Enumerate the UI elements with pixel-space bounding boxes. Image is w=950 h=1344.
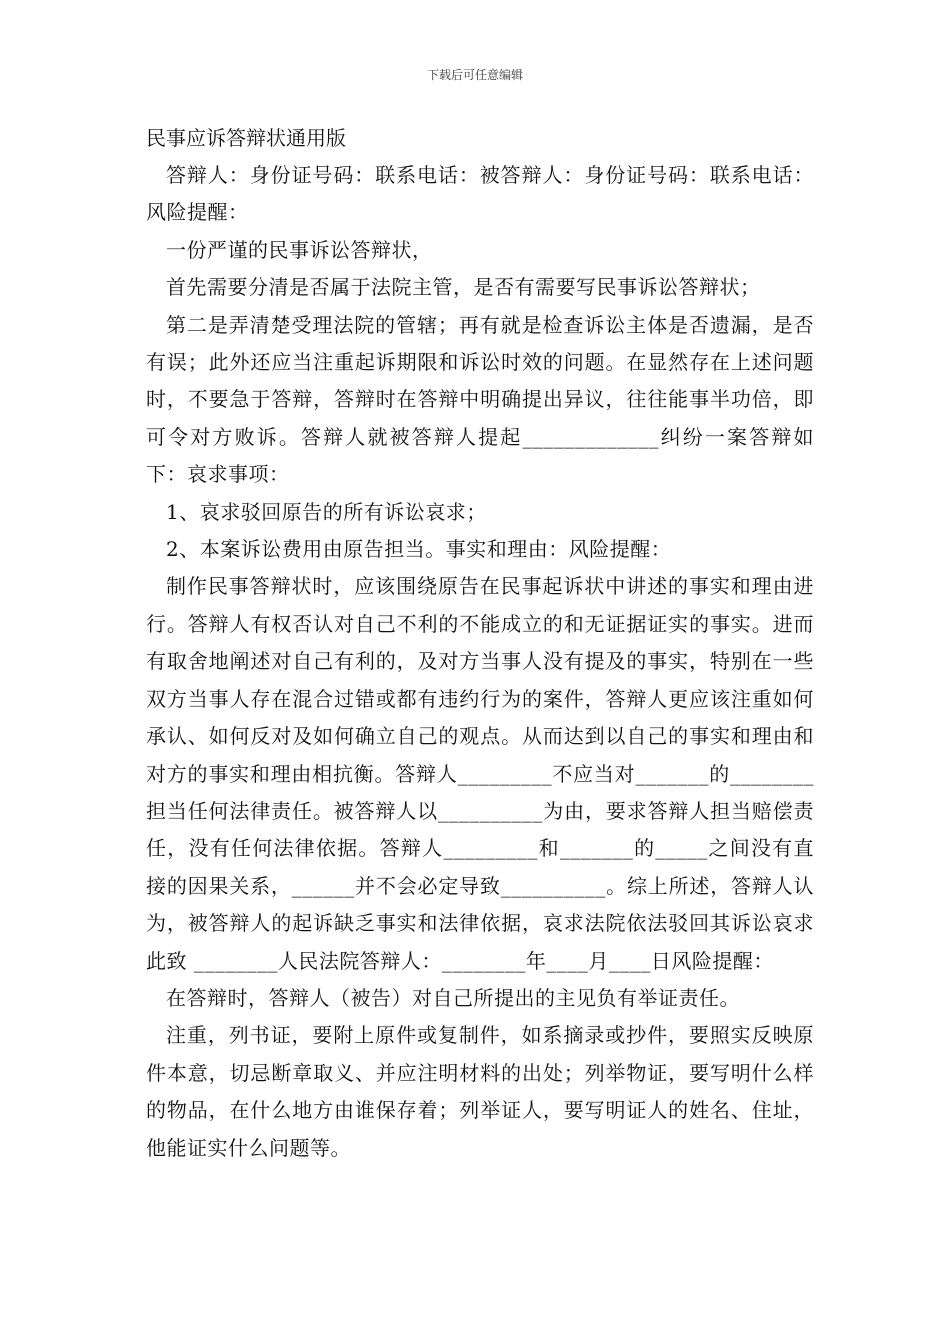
paragraph-evidence-notes: 注重，列书证，要附上原件或复制件，如系摘录或抄件，要照实反映原件本意，切忌断章取义、并应注明材料的出处；列举物证，要写明什么样的物品，在什么地方由谁保存着；列举证人，要写明证人的姓名、住址，他能证实什么问题等。 — [146, 1023, 814, 1160]
paragraph-facts-reasons: 制作民事答辩状时，应该围绕原告在民事起诉状中讲述的事实和理由进行。答辩人有权否认对自己不利的不能成立的和无证据证实的事实。进而有取舍地阐述对自己有利的，及对方当事人没有提及的事实，特别在一些双方当事人存在混合过错或都有违约行为的案件，答辩人更应该注重如何承认、如何反对及如何确立自己的观点。从而达到以自己的事实和理由和对方的事实和理由相抗衡。答辩人_________不应当对_______的________担当任何法律责任。被答辩人以__________为由，要求答辩人担当赔偿责任，没有任何法律依据。答辩人_________和_______的_____之间没有直接的因果关系，______并不会必定导致__________。综上所述，答辩人认为，被答辩人的起诉缺乏事实和法律依据，哀求法院依法驳回其诉讼哀求此致 ________人民法院答辩人：________年____月____日风险提醒： — [146, 574, 814, 973]
paragraph-second-step: 第二是弄清楚受理法院的管辖；再有就是检查诉讼主体是否遗漏，是否有误；此外还应当注重起诉期限和诉讼时效的问题。在显然存在上述问题时，不要急于答辩，答辩时在答辩中明确提出异议，往往能事半功倍，即可令对方败诉。答辩人就被答辩人提起_____________纠纷一案答辩如下：哀求事项： — [146, 312, 814, 487]
paragraph-burden-of-proof: 在答辩时，答辩人（被告）对自己所提出的主见负有举证责任。 — [166, 985, 740, 1010]
paragraph-request-1: 1、哀求驳回原告的所有诉讼哀求； — [166, 499, 487, 524]
document-title: 民事应诉答辩状通用版 — [146, 126, 346, 150]
paragraph-parties: 答辩人：身份证号码：联系电话：被答辩人：身份证号码：联系电话：风险提醒： — [146, 163, 814, 225]
paragraph-intro: 一份严谨的民事诉讼答辩状， — [166, 237, 433, 262]
paragraph-request-2: 2、本案诉讼费用由原告担当。事实和理由：风险提醒： — [166, 537, 672, 562]
page-header-note: 下载后可任意编辑 — [426, 68, 523, 82]
document-body — [146, 120, 814, 1167]
paragraph-first-step: 首先需要分清是否属于法院主管，是否有需要写民事诉讼答辩状； — [166, 275, 761, 300]
